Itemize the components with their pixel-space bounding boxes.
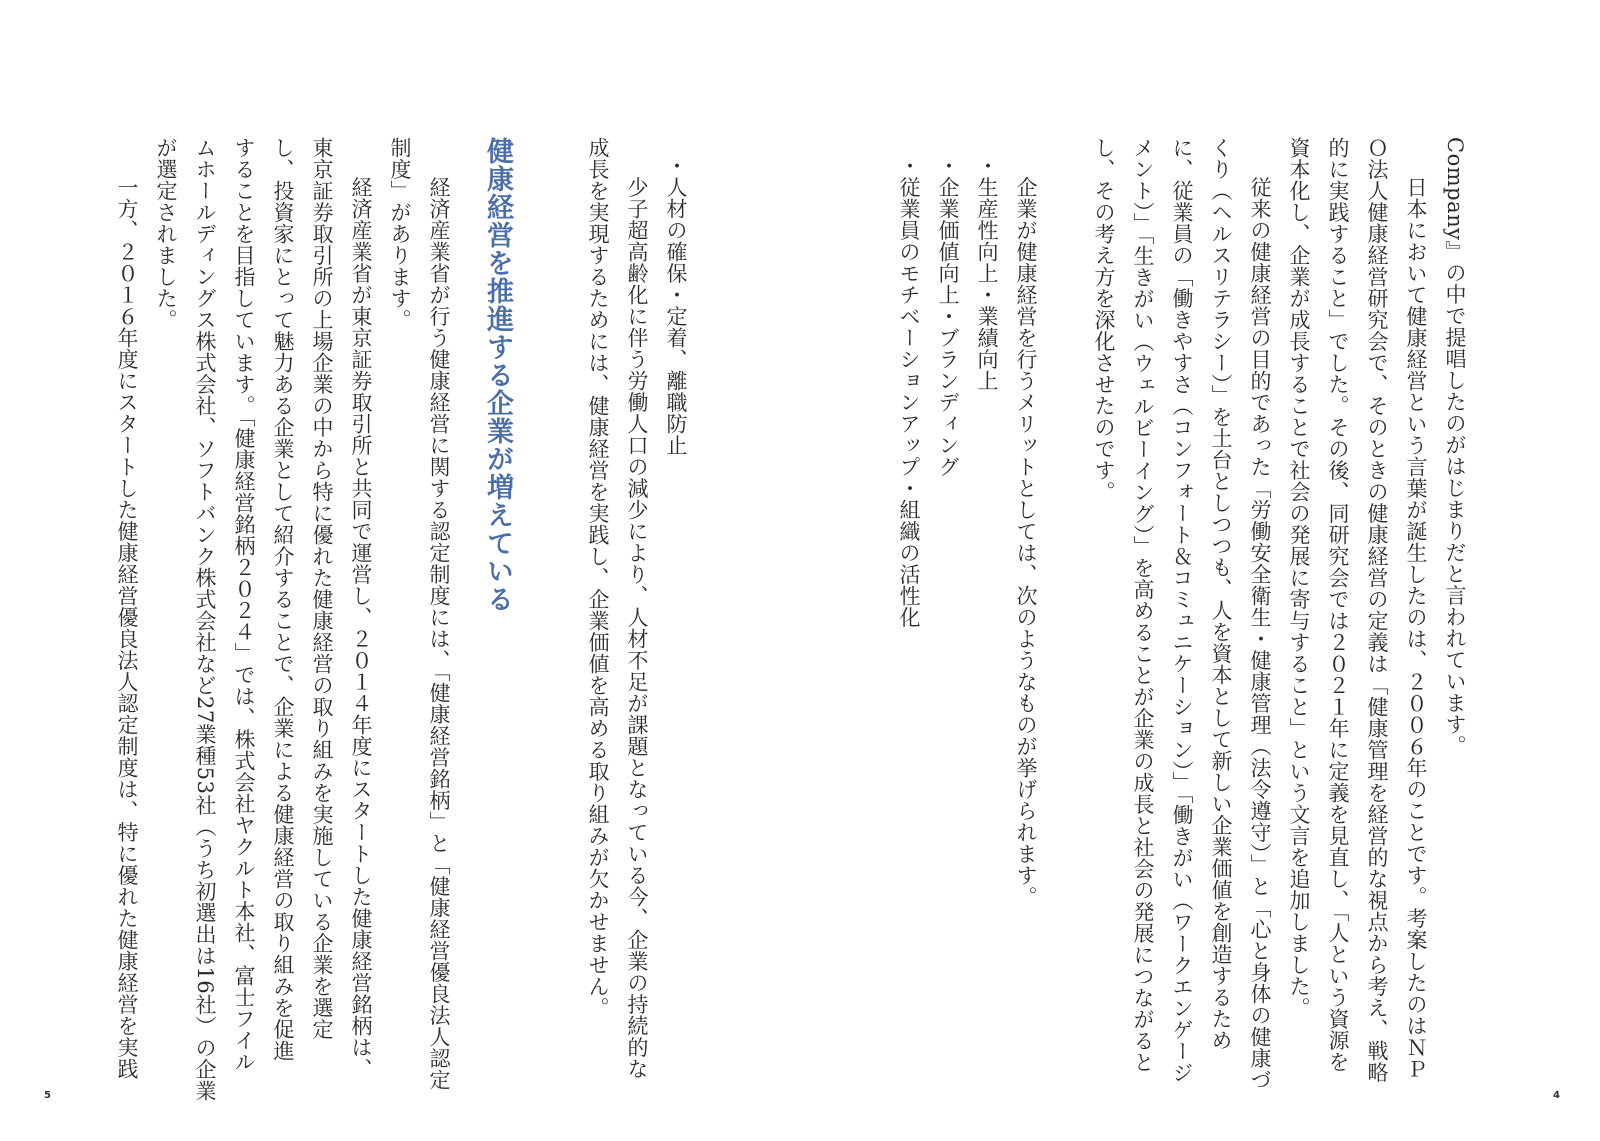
body-text-line: Company』の中で提唱したのがはじまりだと言われています。 [1443,137,1467,757]
page-number: 4 [1553,1090,1560,1101]
body-text-line: 従来の健康経営の目的であった「労働安全衛生・健康管理（法令遵守）」と「心と身体の健康づ [1248,155,1272,1091]
bullet-item: ・従業員のモチベーションアップ・組織の活性化 [897,155,921,628]
body-text-line: し、その考え方を深化させたのです。 [1092,137,1116,503]
body-text-line: 東京証券取引所の上場企業の中から特に優れた健康経営の取り組みを実施している企業を選定 [310,137,334,1040]
body-text-line: 経済産業省が東京証券取引所と共同で運営し、２０１４年度にスタートした健康経営銘柄は、 [349,155,373,1080]
bullet-item: ・企業価値向上・ブランディング [936,155,960,478]
body-text-line: くり（ヘルスリテラシー）」を土台としつつも、人を資本として新しい企業価値を創造するため [1209,137,1233,1051]
body-text-line: し、投資家にとって魅力ある企業として紹介することで、企業による健康経営の取り組みを促進 [271,137,295,1062]
body-text-line: 日本において健康経営という言葉が誕生したのは、２００６年のことです。考案したのはＮＰ [1404,155,1428,1080]
body-text-line: 資本化し、企業が成長することで社会の発展に寄与すること」という文言を追加しました。 [1287,137,1311,1019]
body-text-line: することを目指しています。「健康経営銘柄２０２４」では、株式会社ヤクルト本社、富士フイル [232,137,256,1073]
section-heading: 健康経営を推進する企業が増えている [482,137,513,613]
body-text-line: メント）」「生きがい（ウェルビーイング）」を高めることが企業の成長と社会の発展につながると [1131,137,1155,1073]
body-text-line: 成長を実現するためには、健康経営を実践し、企業価値を高める取り組みが欠かせません。 [586,137,610,1019]
bullet-item: ・人材の確保・定着、離職防止 [664,155,688,456]
page-number: 5 [44,1090,51,1101]
body-text-line: 企業が健康経営を行うメリットとしては、次のようなものが挙げられます。 [1014,155,1038,908]
body-text-line: ムホールディングス株式会社、ソフトバンク株式会社など27業種53社（うち初選出は16社）の企業 [193,137,217,1102]
bullet-item: ・生産性向上・業績向上 [975,155,999,392]
body-text-line: が選定されました。 [154,137,178,331]
body-text-line: 制度」があります。 [388,137,412,331]
body-text-line: 的に実践すること」でした。その後、同研究会では２０２１年に定義を見直し、「人という資源を [1326,137,1350,1073]
body-text-line: 一方、２０１６年度にスタートした健康経営優良法人認定制度は、特に優れた健康経営を実践 [115,155,139,1080]
body-text-line: 経済産業省が行う健康経営に関する認定制度には、「健康経営銘柄」と「健康経営優良法人認定 [427,155,451,1091]
body-text-line: Ｏ法人健康経営研究会で、そのときの健康経営の定義は「健康管理を経営的な視点から考え、戦略 [1365,137,1389,1083]
body-text-line: 少子超高齢化に伴う労働人口の減少により、人材不足が課題となっている今、企業の持続的な [625,155,649,1080]
body-text-line: に、従業員の「働きやすさ（コンフォート＆コミュニケーション）」「働きがい（ワークエンゲージ [1170,137,1194,1084]
